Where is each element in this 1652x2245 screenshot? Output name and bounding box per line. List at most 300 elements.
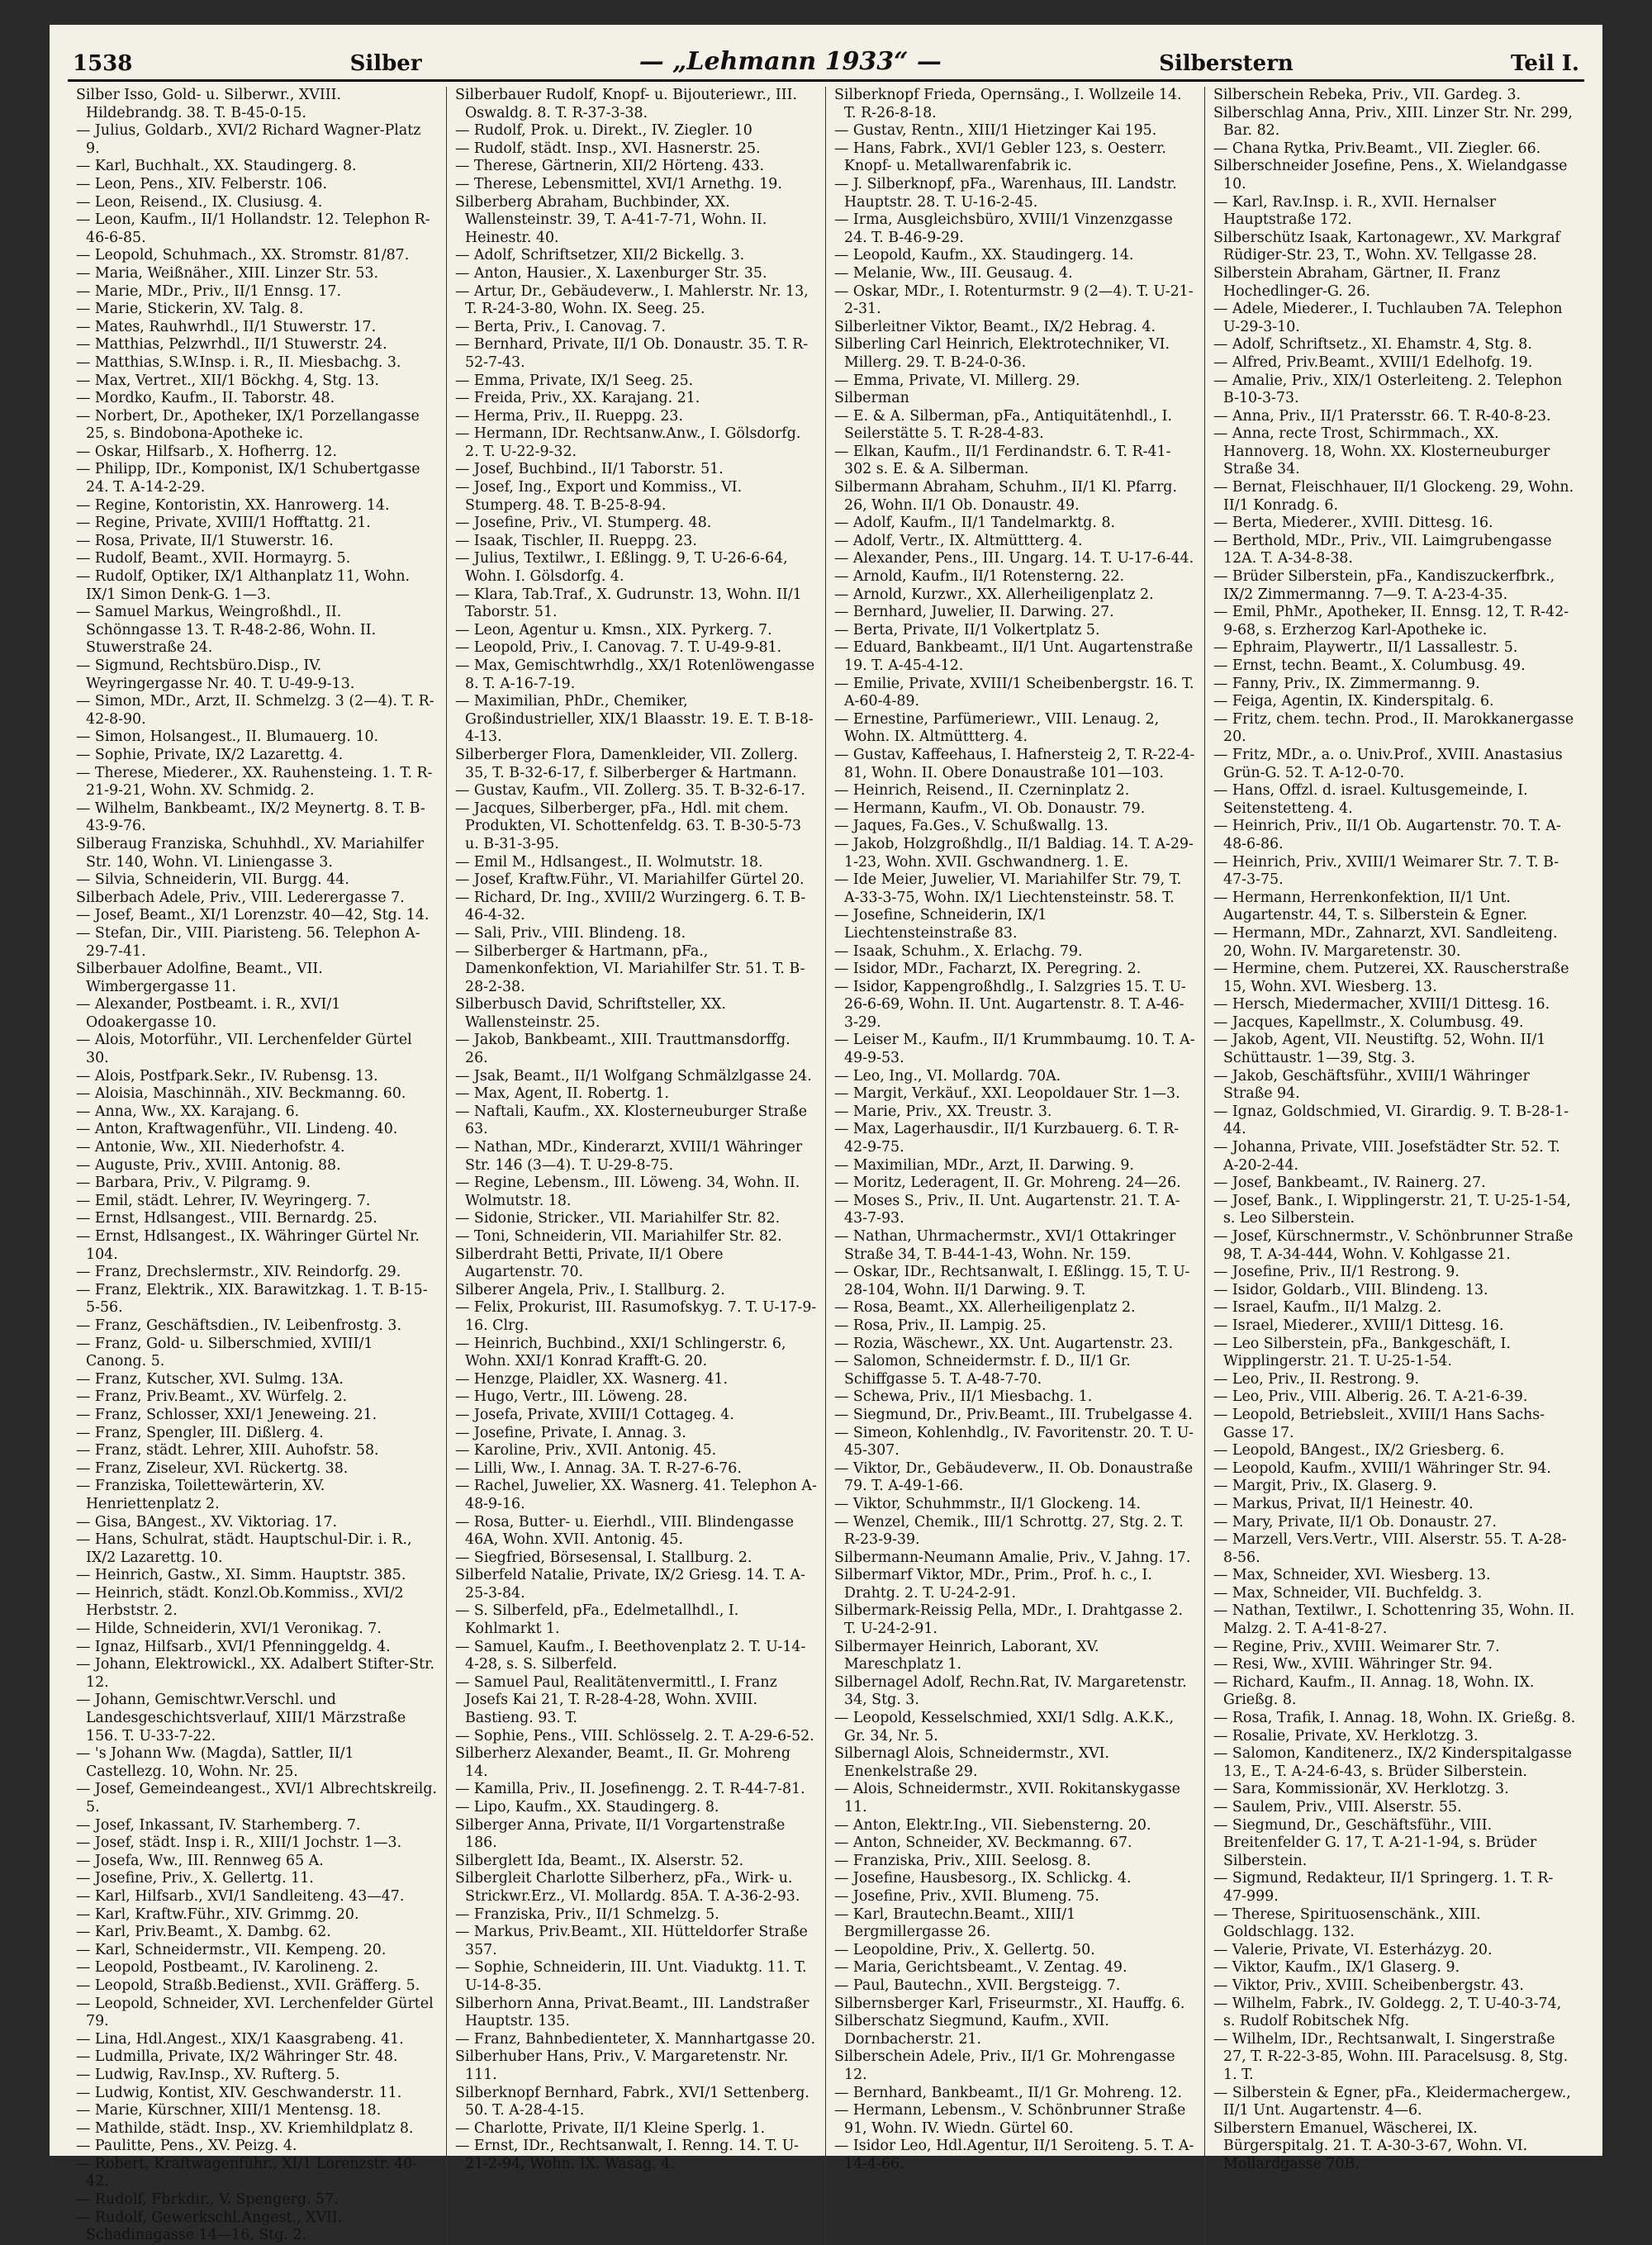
directory-entry: — Karl, Schneidermstr., VII. Kempeng. 20. xyxy=(76,1941,387,1958)
directory-entry: — Felix, Prokurist, III. Rasumofskyg. 7. T. U-17-9-16. Clrg. xyxy=(455,1299,817,1334)
directory-entry: — Josefine, Private, I. Annag. 3. xyxy=(455,1424,686,1441)
directory-entry: — Israel, Miederer., XVIII/1 Dittesg. 16. xyxy=(1213,1317,1504,1334)
header-left-word: Silber xyxy=(349,51,422,76)
directory-entry: — Sali, Priv., VIII. Blindeng. 18. xyxy=(455,924,686,942)
directory-entry: Silberhuber Hans, Priv., V. Margaretenstr. Nr. 111. xyxy=(455,2048,789,2083)
directory-entry: — Heinrich, Priv., II/1 Ob. Augartenstr. 70. T. A-48-6-86. xyxy=(1213,818,1561,852)
directory-entry: — Lilli, Ww., I. Annag. 3A. T. R-27-6-76. xyxy=(455,1459,742,1477)
directory-entry: — Wilhelm, Bankbeamt., IX/2 Meynertg. 8. T. B-43-9-76. xyxy=(76,800,425,835)
page-header xyxy=(68,40,1584,82)
directory-entry: — Silberstein & Egner, pFa., Kleidermachergew., II/1 Unt. Augartenstr. 4—6. xyxy=(1213,2084,1571,2119)
directory-entry: — Josefine, Hausbesorg., IX. Schlickg. 4. xyxy=(834,1870,1132,1887)
directory-entry: — J. Silberknopf, pFa., Warenhaus, III. Landstr. Hauptstr. 28. T. U-16-2-45. xyxy=(834,175,1177,211)
directory-entry: Silberschatz Siegmund, Kaufm., XVII. Dornbacherstr. 21. xyxy=(834,2013,1109,2048)
directory-entry: — Ludwig, Kontist, XIV. Geschwanderstr. 11. xyxy=(76,2084,402,2101)
directory-entry: — Resi, Ww., XVIII. Währinger Str. 94. xyxy=(1213,1656,1493,1673)
directory-entry: — Rudolf, städt. Insp., XVI. Hasnerstr. 25. xyxy=(455,140,761,157)
directory-entry: — Siegmund, Dr., Geschäftsführ., VIII. Breitenfelder G. 17, T. A-21-1-94, s. Brüder Silberstein. xyxy=(1213,1816,1537,1869)
directory-entry: — Leo Silberstein, pFa., Bankgeschäft, I. Wipplingerstr. 21. T. U-25-1-54. xyxy=(1213,1335,1511,1370)
directory-entry: — Regine, Kontoristin, XX. Hanrowerg. 14. xyxy=(76,496,390,514)
directory-entry: — Gustav, Rentn., XIII/1 Hietzinger Kai 195. xyxy=(834,122,1157,140)
directory-entry: — Richard, Kaufm., II. Annag. 18, Wohn. IX. Grießg. 8. xyxy=(1213,1673,1535,1709)
directory-entry: — Franziska, Toilettewärterin, XV. Henriettenplatz 2. xyxy=(76,1478,325,1512)
directory-entry: — Josef, Kürschnermstr., V. Schönbrunner Straße 98, T. A-34-444, Wohn. V. Kohlgasse 21. xyxy=(1213,1228,1574,1263)
directory-entry: — Wilhelm, IDr., Rechtsanwalt, I. Singerstraße 27, T. R-22-3-85, Wohn. III. Paracelsusg. 8, Stg. 1. T. xyxy=(1213,2030,1569,2083)
directory-entry: — S. Silberfeld, pFa., Edelmetallhdl., I. Kohlmarkt 1. xyxy=(455,1602,739,1638)
directory-entry: — Leo, Ing., VI. Mollardg. 70A. xyxy=(834,1067,1061,1085)
directory-entry: — Nathan, Uhrmachermstr., XVI/1 Ottakringer Straße 34, T. B-44-1-43, Wohn. Nr. 159. xyxy=(834,1228,1176,1263)
directory-entry: — Berta, Priv., I. Canovag. 7. xyxy=(455,318,666,335)
directory-entry: — Alexander, Pens., III. Ungarg. 14. T. U-17-6-44. xyxy=(834,550,1194,567)
directory-entry: — Josef, Beamt., XI/1 Lorenzstr. 40—42, Stg. 14. xyxy=(76,907,430,924)
directory-entry: — Maximilian, PhDr., Chemiker, Großindustrieller, XIX/1 Blaasstr. 19. E. T. B-18-4-13. xyxy=(455,693,814,746)
directory-entry: — Rosalie, Private, XV. Herklotzg. 3. xyxy=(1213,1727,1479,1744)
directory-entry: — Arnold, Kaufm., II/1 Rotensterng. 22. xyxy=(834,568,1125,586)
directory-entry: — Lina, Hdl.Angest., XIX/1 Kaasgrabeng. 41. xyxy=(76,2030,404,2048)
directory-entry: — Karl, Hilfsarb., XVI/1 Sandleiteng. 43—47. xyxy=(76,1887,405,1905)
directory-entry: — Samuel Paul, Realitätenvermittl., I. Franz Josefs Kai 21, T. R-28-4-28, Wohn. XVIII. Bastieng. 93. T. xyxy=(455,1673,777,1727)
directory-entry: Silberschein Adele, Priv., II/1 Gr. Mohrengasse 12. xyxy=(834,2048,1175,2083)
directory-entry: Silbernsberger Karl, Friseurmstr., XI. Hauffg. 6. xyxy=(834,1995,1185,2012)
directory-entry: Silberbauer Rudolf, Knopf- u. Bijouteriewr., III. Oswaldg. 8. T. R-37-3-38. xyxy=(455,87,798,121)
directory-entry: — Max, Lagerhausdir., II/1 Kurzbauerg. 6. T. R-42-9-75. xyxy=(834,1121,1180,1156)
header-section-label: Teil I. xyxy=(1511,51,1579,76)
directory-entry: — Marie, Stickerin, XV. Talg. 8. xyxy=(76,301,304,318)
directory-entry: — Moritz, Lederagent, II. Gr. Mohreng. 24—26. xyxy=(834,1175,1181,1192)
directory-entry: — Rachel, Juwelier, XX. Wasnerg. 41. Telephon A-48-9-16. xyxy=(455,1478,817,1512)
directory-entry: — Rosa, Private, II/1 Stuwerstr. 16. xyxy=(76,532,334,549)
directory-entry: — Rozia, Wäschewr., XX. Unt. Augartenstr. 23. xyxy=(834,1335,1174,1352)
directory-entry: — Sigmund, Redakteur, II/1 Springerg. 1. T. R-47-999. xyxy=(1213,1870,1554,1905)
directory-entry: — Viktor, Dr., Gebäudeverw., II. Ob. Donaustraße 79. T. A-49-1-66. xyxy=(834,1459,1194,1495)
directory-entry: Silberer Angela, Priv., I. Stallburg. 2. xyxy=(455,1281,725,1298)
directory-entry: — Josef, Kraftw.Führ., VI. Mariahilfer Gürtel 20. xyxy=(455,871,805,889)
directory-entry: — Emil M., Hdlsangest., II. Wolmutstr. 18. xyxy=(455,853,763,871)
directory-entry: — Anna, Ww., XX. Karajang. 6. xyxy=(76,1103,300,1120)
directory-entry: — Fritz, MDr., a. o. Univ.Prof., XVIII. Anastasius Grün-G. 52. T. A-12-0-70. xyxy=(1213,746,1563,781)
directory-entry: — Karl, Kraftw.Führ., XIV. Grimmg. 20. xyxy=(76,1906,359,1923)
directory-entry: — Julius, Goldarb., XVI/2 Richard Wagner-Platz 9. xyxy=(76,122,421,157)
directory-entry: Silberbach Adele, Priv., VIII. Lederergasse 7. xyxy=(76,889,405,906)
directory-entry: — Johanna, Private, VIII. Josefstädter Str. 52. T. A-20-2-44. xyxy=(1213,1139,1560,1174)
directory-entry: — Franz, städt. Lehrer, XIII. Auhofstr. 58. xyxy=(76,1442,379,1459)
directory-entry: — Hermann, Herrenkonfektion, II/1 Unt. Augartenstr. 44, T. s. Silberstein & Egner. xyxy=(1213,889,1528,924)
directory-entry: — Ernst, Hdlsangest., IX. Währinger Gürtel Nr. 104. xyxy=(76,1228,420,1263)
directory-column-2 xyxy=(447,87,826,2245)
directory-entry: Silberknopf Frieda, Opernsäng., I. Wollzeile 14. T. R-26-8-18. xyxy=(834,87,1182,121)
directory-entry: — Berta, Private, II/1 Volkertplatz 5. xyxy=(834,621,1100,638)
directory-entry: — Emma, Private, IX/1 Seeg. 25. xyxy=(455,372,694,389)
directory-entry: — Karl, Brautechn.Beamt., XIII/1 Bergmillergasse 26. xyxy=(834,1906,1076,1941)
directory-entry: — Paul, Bautechn., XVII. Bergsteigg. 7. xyxy=(834,1977,1121,1994)
directory-entry: — Oskar, Hilfsarb., X. Hofherrg. 12. xyxy=(76,443,337,460)
directory-entry: — Leopold, Schneider, XVI. Lerchenfelder Gürtel 79. xyxy=(76,1995,434,2030)
directory-entry: — Simeon, Kohlenhdlg., IV. Favoritenstr. 20. T. U-45-307. xyxy=(834,1424,1194,1459)
directory-entry: — Franz, Geschäftsdien., IV. Leibenfrostg. 3. xyxy=(76,1317,402,1334)
directory-entry: — Franz, Schlosser, XXI/1 Jeneweing. 21. xyxy=(76,1406,377,1423)
directory-entry: — Naftali, Kaufm., XX. Klosterneuburger Straße 63. xyxy=(455,1103,808,1138)
directory-entry: — Leopold, Straßb.Bedienst., XVII. Gräfferg. 5. xyxy=(76,1977,420,1994)
directory-entry: — Leo, Priv., VIII. Alberig. 26. T. A-21-6-39. xyxy=(1213,1388,1528,1406)
directory-entry: — Samuel Markus, Weingroßhdl., II. Schönngasse 13. T. R-48-2-86, Wohn. II. Stuwerstraße 24. xyxy=(76,604,377,657)
directory-entry: — Josef, Bankbeamt., IV. Rainerg. 27. xyxy=(1213,1175,1486,1192)
directory-entry: — Stefan, Dir., VIII. Piaristeng. 56. Telephon A-29-7-41. xyxy=(76,924,420,960)
directory-entry: — Ludwig, Rav.Insp., XV. Rufterg. 5. xyxy=(76,2066,340,2083)
directory-entry: — Mary, Private, II/1 Ob. Donaustr. 27. xyxy=(1213,1513,1497,1531)
directory-entry: Silberstern Emanuel, Wäscherei, IX. Bürgerspitalg. 21. T. A-30-3-67, Wohn. VI. Mollardgasse 70B. xyxy=(1213,2119,1528,2172)
directory-entry: — Hans, Schulrat, städt. Hauptschul-Dir. i. R., IX/2 Lazarettg. 10. xyxy=(76,1531,412,1566)
directory-entry: — Josef, städt. Insp i. R., XIII/1 Jochstr. 1—3. xyxy=(76,1834,402,1852)
directory-entry: — Josefa, Private, XVIII/1 Cottageg. 4. xyxy=(455,1406,734,1423)
directory-entry: — Franz, Priv.Beamt., XV. Würfelg. 2. xyxy=(76,1388,348,1406)
directory-entry: — Emil, PhMr., Apotheker, II. Ennsg. 12, T. R-42-9-68, s. Erzherzog Karl-Apotheke ic. xyxy=(1213,604,1569,638)
directory-entry: — Silberberger & Hartmann, pFa., Damenkonfektion, VI. Mariahilfer Str. 51. T. B-28-2-38. xyxy=(455,942,805,995)
directory-entry: — Henzge, Plaidler, XX. Wasnerg. 41. xyxy=(455,1370,728,1388)
directory-entry: — Jakob, Agent, VII. Neustiftg. 52, Wohn. II/1 Schüttaustr. 1—39, Stg. 3. xyxy=(1213,1032,1546,1067)
directory-entry: — Leopoldine, Priv., X. Gellertg. 50. xyxy=(834,1941,1095,1958)
directory-entry: — Jakob, Geschäftsführ., XVIII/1 Währinger Straße 94. xyxy=(1213,1067,1530,1103)
directory-entry: — Leopold, Kaufm., XVIII/1 Währinger Str. 94. xyxy=(1213,1459,1551,1477)
directory-entry: — Adolf, Schriftsetzer, XII/2 Bickellg. 3. xyxy=(455,247,745,264)
directory-entry: — Rudolf, Fbrkdir., V. Spengerg. 57. xyxy=(76,2191,339,2209)
directory-entry: Silberbusch David, Schriftsteller, XX. Wallensteinstr. 25. xyxy=(455,996,726,1031)
directory-entry: — Adolf, Schriftsetz., XI. Ehamstr. 4, Stg. 8. xyxy=(1213,336,1532,354)
directory-entry: — Chana Rytka, Priv.Beamt., VII. Ziegler. 66. xyxy=(1213,140,1541,157)
directory-entry: — Franz, Elektrik., XIX. Barawitzkag. 1. T. B-15-5-56. xyxy=(76,1281,428,1317)
directory-entry: — Wilhelm, Fabrk., IV. Goldegg. 2, T. U-40-3-74, s. Rudolf Robitschek Nfg. xyxy=(1213,1995,1562,2030)
directory-entry: — Gustav, Kaufm., VII. Zollerg. 35. T. B-32-6-17. xyxy=(455,782,805,800)
directory-entry: — Alexander, Postbeamt. i. R., XVI/1 Odoakergasse 10. xyxy=(76,996,341,1031)
directory-entry: — Heinrich, Priv., XVIII/1 Weimarer Str. 7. T. B-47-3-75. xyxy=(1213,853,1559,889)
directory-entry: — Salomon, Kanditenerz., IX/2 Kinderspitalgasse 13, E., T. A-24-6-43, s. Brüder Silberstein. xyxy=(1213,1745,1572,1780)
directory-entry: — Antonie, Ww., XII. Niederhofstr. 4. xyxy=(76,1139,345,1156)
directory-entry: Silbermayer Heinrich, Laborant, XV. Mareschplatz 1. xyxy=(834,1638,1099,1673)
directory-entry: Silberman xyxy=(834,390,909,407)
directory-entry: — Aloisia, Maschinnäh., XIV. Beckmanng. 60. xyxy=(76,1085,406,1103)
directory-entry: — Marie, Priv., XX. Treustr. 3. xyxy=(834,1103,1052,1120)
directory-entry: — Leopold, BAngest., IX/2 Griesberg. 6. xyxy=(1213,1442,1505,1459)
directory-entry: — Viktor, Schuhmmstr., II/1 Glockeng. 14. xyxy=(834,1495,1142,1512)
directory-entry: — Heinrich, städt. Konzl.Ob.Kommiss., XVI/2 Herbststr. 2. xyxy=(76,1584,404,1620)
directory-entry: — Leon, Reisend., IX. Clusiusg. 4. xyxy=(76,193,323,211)
directory-entry: — Jacques, Kapellmstr., X. Columbusg. 49. xyxy=(1213,1013,1524,1031)
directory-entry: — Rosa, Priv., II. Lampig. 25. xyxy=(834,1317,1047,1334)
directory-entry: Silbernagl Alois, Schneidermstr., XVI. Enenkelstraße 29. xyxy=(834,1745,1110,1780)
directory-entry: — Rudolf, Gewerkschl.Angest., XVII. Schadinagasse 14—16, Stg. 2. xyxy=(76,2209,343,2244)
directory-entry: — Anna, recte Trost, Schirmmach., XX. Hannoverg. 18, Wohn. XX. Klosterneuburger Straße 34. xyxy=(1213,425,1550,478)
directory-entry: — Silvia, Schneiderin, VII. Burgg. 44. xyxy=(76,871,349,889)
header-right-word: Silberstern xyxy=(1159,51,1294,76)
directory-entry: — Mates, Rauhwrhdl., II/1 Stuwerstr. 17. xyxy=(76,318,377,335)
directory-entry: — Moses S., Priv., II. Unt. Augartenstr. 21. T. A-43-7-93. xyxy=(834,1192,1180,1227)
directory-entry: — Franz, Kutscher, XVI. Sulmg. 13A. xyxy=(76,1370,344,1388)
directory-entry: — Heinrich, Gastw., XI. Simm. Hauptstr. 385. xyxy=(76,1567,406,1584)
directory-entry: — Josef, Ing., Export und Kommiss., VI. Stumperg. 48. T. B-25-8-94. xyxy=(455,479,743,514)
directory-entry: — Robert, Kraftwagenführ., XI/1 Lorenzstr. 40-42. xyxy=(76,2155,418,2190)
directory-entry: — Therese, Lebensmittel, XVI/1 Arnethg. 19. xyxy=(455,175,782,192)
directory-entry: — Regine, Private, XVIII/1 Hofftattg. 21. xyxy=(76,515,371,532)
directory-entry: — Josefine, Schneiderin, IX/1 Liechtensteinstraße 83. xyxy=(834,907,1047,942)
directory-entry: — Heinrich, Reisend., II. Czerninplatz 2. xyxy=(834,782,1130,800)
directory-entry: — Josefine, Priv., VI. Stumperg. 48. xyxy=(455,515,712,532)
directory-entry: — Ignaz, Hilfsarb., XVI/1 Pfenninggeldg. 4. xyxy=(76,1638,391,1655)
directory-entry: — Israel, Kaufm., II/1 Malzg. 2. xyxy=(1213,1299,1442,1317)
directory-entry: Silbergleit Charlotte Silberherz, pFa., Wirk- u. Strickwr.Erz., VI. Mollardg. 85A. T. A-36-2-93. xyxy=(455,1870,800,1905)
directory-entry: — Simon, MDr., Arzt, II. Schmelzg. 3 (2—4). T. R-42-8-90. xyxy=(76,693,434,728)
directory-entry: — Viktor, Kaufm., IX/1 Glaserg. 9. xyxy=(1213,1959,1460,1977)
directory-entry: — Matthias, Pelzwrhdl., II/1 Stuwerstr. 24. xyxy=(76,336,387,354)
directory-entry: Silber Isso, Gold- u. Silberwr., XVIII. Hildebrandg. 38. T. B-45-0-15. xyxy=(76,87,341,121)
directory-entry: — Alois, Postfpark.Sekr., IV. Rubensg. 13. xyxy=(76,1067,378,1085)
directory-entry: — Jsak, Beamt., II/1 Wolfgang Schmälzlgasse 24. xyxy=(455,1067,812,1085)
directory-entry: Silberglett Ida, Beamt., IX. Alserstr. 52. xyxy=(455,1852,744,1869)
directory-entry: — Franziska, Priv., XIII. Seelosg. 8. xyxy=(834,1852,1091,1869)
directory-entry: — Rudolf, Optiker, IX/1 Althanplatz 11, Wohn. IX/1 Simon Denk-G. 1—3. xyxy=(76,568,411,603)
directory-entry: — Herma, Priv., II. Rueppg. 23. xyxy=(455,407,684,425)
directory-entry: — Rosa, Beamt., XX. Allerheiligenplatz 2. xyxy=(834,1299,1136,1317)
directory-entry: — Leopold, Kaufm., XX. Staudingerg. 14. xyxy=(834,247,1134,264)
directory-entry: — Markus, Priv.Beamt., XII. Hütteldorfer Straße 357. xyxy=(455,1924,808,1958)
directory-entry: — Philipp, IDr., Komponist, IX/1 Schubertgasse 24. T. A-14-2-29. xyxy=(76,461,420,496)
directory-entry: — Hilde, Schneiderin, XVI/1 Veronikag. 7. xyxy=(76,1621,382,1638)
directory-entry: — 's Johann Ww. (Magda), Sattler, II/1 Castellezg. 10, Wohn. Nr. 25. xyxy=(76,1745,354,1780)
directory-entry: Silberleitner Viktor, Beamt., IX/2 Hebrag. 4. xyxy=(834,318,1156,335)
directory-entry: — Margit, Verkäuf., XXI. Leopoldauer Str. 1—3. xyxy=(834,1085,1180,1103)
directory-entry: — Charlotte, Private, II/1 Kleine Sperlg. 1. xyxy=(455,2119,766,2137)
header-title: — „Lehmann 1933“ — xyxy=(638,47,942,76)
directory-entry: — Mordko, Kaufm., II. Taborstr. 48. xyxy=(76,390,335,407)
directory-entry: — Amalie, Priv., XIX/1 Osterleiteng. 2. Telephon B-10-3-73. xyxy=(1213,372,1563,407)
directory-entry: — Nathan, MDr., Kinderarzt, XVIII/1 Währinger Str. 146 (3—4). T. U-29-8-75. xyxy=(455,1139,803,1174)
directory-entry: — Adele, Miederer., I. Tuchlauben 7A. Telephon U-29-3-10. xyxy=(1213,301,1563,335)
directory-entry: — Marie, Kürschner, XIII/1 Mentensg. 18. xyxy=(76,2102,382,2119)
directory-entry: — Anna, Priv., II/1 Pratersstr. 66. T. R-40-8-23. xyxy=(1213,407,1551,425)
directory-entry: — Leo, Priv., II. Restrong. 9. xyxy=(1213,1370,1420,1388)
directory-entry: — Franz, Bahnbedienteter, X. Mannhartgasse 20. xyxy=(455,2030,815,2048)
directory-entry: — Valerie, Private, VI. Esterházyg. 20. xyxy=(1213,1941,1493,1958)
directory-page xyxy=(50,25,1602,2244)
directory-entry: Silberfeld Natalie, Private, IX/2 Griesg. 14. T. A-25-3-84. xyxy=(455,1567,805,1602)
directory-entry: — Emma, Private, VI. Millerg. 29. xyxy=(834,372,1080,389)
directory-entry: — Rudolf, Beamt., XVII. Hormayrg. 5. xyxy=(76,550,351,567)
directory-entry: — Marzell, Vers.Vertr., VIII. Alserstr. 55. T. A-28-8-56. xyxy=(1213,1531,1567,1566)
directory-entry: — Heinrich, Buchbind., XXI/1 Schlingerstr. 6, Wohn. XXI/1 Konrad Krafft-G. 20. xyxy=(455,1335,786,1370)
directory-entry: — Toni, Schneiderin, VII. Mariahilfer Str. 82. xyxy=(455,1228,782,1245)
directory-columns xyxy=(68,87,1584,2244)
directory-entry: — Leopold, Postbeamt., IV. Karolineng. 2. xyxy=(76,1959,378,1977)
directory-entry: — Wenzel, Chemik., III/1 Schrottg. 27, Stg. 2. T. R-23-9-39. xyxy=(834,1513,1184,1549)
directory-entry: — Max, Vertret., XII/1 Böckhg. 4, Stg. 13. xyxy=(76,372,380,389)
directory-entry: — Siegfried, Börsesensal, I. Stallburg. 2. xyxy=(455,1549,752,1566)
directory-entry: Silberstein Abraham, Gärtner, II. Franz Hochedlinger-G. 26. xyxy=(1213,264,1501,300)
directory-entry: — Hermann, Kaufm., VI. Ob. Donaustr. 79. xyxy=(834,800,1146,817)
directory-entry: — Irma, Ausgleichsbüro, XVIII/1 Vinzenzgasse 24. T. B-46-9-29. xyxy=(834,211,1173,246)
directory-entry: — Artur, Dr., Gebäudeverw., I. Mahlerstr. Nr. 13, T. R-24-3-80, Wohn. IX. Seeg. 25. xyxy=(455,282,809,318)
directory-entry: — Regine, Lebensm., III. Löweng. 34, Wohn. II. Wolmutstr. 18. xyxy=(455,1175,800,1209)
directory-entry: — Anton, Schneider, XV. Beckmanng. 67. xyxy=(834,1834,1132,1852)
directory-entry: — Salomon, Schneidermstr. f. D., II/1 Gr. Schiffgasse 5. T. A-48-7-70. xyxy=(834,1353,1131,1388)
directory-entry: — Franz, Ziseleur, XVI. Rückertg. 38. xyxy=(76,1459,349,1477)
directory-entry: — Ignaz, Goldschmied, VI. Girardig. 9. T. B-28-1-44. xyxy=(1213,1103,1569,1138)
directory-entry: — Hersch, Miedermacher, XVIII/1 Dittesg. 16. xyxy=(1213,996,1550,1013)
directory-entry: — Arnold, Kurzwr., XX. Allerheiligenplatz 2. xyxy=(834,586,1154,603)
directory-entry: — Anton, Kraftwagenführ., VII. Lindeng. 40. xyxy=(76,1121,398,1138)
directory-entry: — Leon, Agentur u. Kmsn., XIX. Pyrkerg. 7. xyxy=(455,621,772,638)
directory-entry: Silberberg Abraham, Buchbinder, XX. Wallensteinstr. 39, T. A-41-7-71, Wohn. II. Heinestr. 40. xyxy=(455,193,767,246)
directory-entry: — Anton, Hausier., X. Laxenburger Str. 35. xyxy=(455,264,767,282)
directory-entry: — Jakob, Bankbeamt., XIII. Trauttmansdorffg. 26. xyxy=(455,1032,790,1067)
directory-entry: — Sara, Kommissionär, XV. Herklotzg. 3. xyxy=(1213,1781,1509,1798)
directory-entry: Silberschneider Josefine, Pens., X. Wielandgasse 10. xyxy=(1213,158,1568,192)
directory-entry: Silberhorn Anna, Privat.Beamt., III. Landstraßer Hauptstr. 135. xyxy=(455,1995,809,2030)
directory-entry: Silbermann Abraham, Schuhm., II/1 Kl. Pfarrg. 26, Wohn. II/1 Ob. Donaustr. 49. xyxy=(834,479,1177,514)
directory-entry: — Josefa, Ww., III. Rennweg 65 A. xyxy=(76,1852,324,1869)
directory-entry: — Bernat, Fleischhauer, II/1 Glockeng. 29, Wohn. II/1 Konradg. 6. xyxy=(1213,479,1574,514)
directory-entry: — Bernhard, Juwelier, II. Darwing. 27. xyxy=(834,604,1114,621)
directory-entry: — E. & A. Silberman, pFa., Antiquitätenhdl., I. Seilerstätte 5. T. R-28-4-83. xyxy=(834,407,1173,443)
directory-entry: — Adolf, Vertr., IX. Altmüttterg. 4. xyxy=(834,532,1083,549)
directory-entry: — Rosa, Butter- u. Eierhdl., VIII. Blindengasse 46A, Wohn. XVII. Antonig. 45. xyxy=(455,1513,794,1549)
directory-entry: — Norbert, Dr., Apotheker, IX/1 Porzellangasse 25, s. Bindobona-Apotheke ic. xyxy=(76,407,420,443)
directory-entry: — Hugo, Vertr., III. Löweng. 28. xyxy=(455,1388,688,1406)
directory-entry: — Saulem, Priv., VIII. Alserstr. 55. xyxy=(1213,1799,1462,1815)
directory-entry: — Anton, Elektr.Ing., VII. Siebensterng. 20. xyxy=(834,1816,1151,1834)
directory-entry: — Leiser M., Kaufm., II/1 Krummbaumg. 10. T. A-49-9-53. xyxy=(834,1032,1195,1067)
directory-entry: — Isaak, Schuhm., X. Erlachg. 79. xyxy=(834,942,1083,960)
directory-entry: — Hermine, chem. Putzerei, XX. Rauscherstraße 15, Wohn. XVI. Wiesberg. 13. xyxy=(1213,961,1569,995)
directory-entry: — Ephraim, Playwertr., II/1 Lassallestr. 5. xyxy=(1213,639,1518,657)
directory-entry: — Max, Gemischtwrhdlg., XX/1 Rotenlöwengasse 8. T. A-16-7-19. xyxy=(455,657,815,692)
directory-entry: — Johann, Elektrowickl., XX. Adalbert Stifter-Str. 12. xyxy=(76,1656,435,1691)
directory-entry: — Lipo, Kaufm., XX. Staudingerg. 8. xyxy=(455,1799,719,1815)
directory-entry: Silberling Carl Heinrich, Elektrotechniker, VI. Millerg. 29. T. B-24-0-36. xyxy=(834,336,1170,371)
directory-entry: Silbermarf Viktor, MDr., Prim., Prof. h. c., I. Drahtg. 2. T. U-24-2-91. xyxy=(834,1567,1152,1602)
directory-entry: — Auguste, Priv., XVIII. Antonig. 88. xyxy=(76,1156,341,1174)
directory-entry: — Matthias, S.W.Insp. i. R., II. Miesbachg. 3. xyxy=(76,354,401,371)
directory-entry: — Sophie, Pens., VIII. Schlösselg. 2. T. A-29-6-52. xyxy=(455,1727,814,1744)
directory-entry: — Alois, Motorführ., VII. Lerchenfelder Gürtel 30. xyxy=(76,1032,412,1067)
directory-entry: Silberbauer Adolfine, Beamt., VII. Wimbergergasse 11. xyxy=(76,961,323,995)
directory-entry: Silberknopf Bernhard, Fabrk., XVI/1 Settenberg. 50. T. A-28-4-15. xyxy=(455,2084,809,2119)
directory-entry: — Isidor Leo, Hdl.Agentur, II/1 Seroiteng. 5. T. A-14-4-66. xyxy=(834,2138,1194,2172)
directory-entry: — Ludmilla, Private, IX/2 Währinger Str. 48. xyxy=(76,2048,398,2066)
directory-entry: Silbermann-Neumann Amalie, Priv., V. Jahng. 17. xyxy=(834,1549,1191,1566)
directory-entry: — Ernst, IDr., Rechtsanwalt, I. Renng. 14. T. U-21-2-94, Wohn. IX. Wasag. 4. xyxy=(455,2138,799,2172)
directory-entry: — Leon, Kaufm., II/1 Hollandstr. 12. Telephon R-46-6-85. xyxy=(76,211,430,246)
directory-entry: — Kamilla, Priv., II. Josefinengg. 2. T. R-44-7-81. xyxy=(455,1781,805,1798)
directory-entry: — Josef, Buchbind., II/1 Taborstr. 51. xyxy=(455,461,724,478)
directory-entry: — Franz, Drechslermstr., XIV. Reindorfg. 29. xyxy=(76,1264,401,1281)
directory-entry: — Karl, Buchhalt., XX. Staudingerg. 8. xyxy=(76,158,357,175)
directory-entry: — Alfred, Priv.Beamt., XVIII/1 Edelhofg. 19. xyxy=(1213,354,1533,371)
directory-entry: — Hermann, Lebensm., V. Schönbrunner Straße 91, Wohn. IV. Wiedn. Gürtel 60. xyxy=(834,2102,1186,2137)
directory-entry: — Samuel, Kaufm., I. Beethovenplatz 2. T. U-14-4-28, s. S. Silberfeld. xyxy=(455,1638,806,1673)
directory-entry: — Jakob, Holzgroßhdlg., II/1 Baldiag. 14. T. A-29-1-23, Wohn. XVII. Gschwandnerg. 1. E. xyxy=(834,835,1194,871)
page-number: 1538 xyxy=(73,51,133,76)
directory-entry: — Paulitte, Pens., XV. Peizg. 4. xyxy=(76,2138,297,2155)
directory-entry: — Ide Meier, Juwelier, VI. Mariahilfer Str. 79, T. A-33-3-75, Wohn. IX/1 Liechtensteinstr. 58. T. xyxy=(834,871,1182,906)
directory-entry: — Ernestine, Parfümeriewr., VIII. Lenaug. 2, Wohn. IX. Altmüttterg. 4. xyxy=(834,710,1160,746)
directory-entry: — Rosa, Trafik, I. Annag. 18, Wohn. IX. Grießg. 8. xyxy=(1213,1710,1576,1727)
directory-entry: — Margit, Priv., IX. Glaserg. 9. xyxy=(1213,1478,1437,1495)
directory-entry: — Isidor, MDr., Facharzt, IX. Peregring. 2. xyxy=(834,961,1142,978)
directory-entry: — Barbara, Priv., V. Pilgramg. 9. xyxy=(76,1175,311,1192)
directory-entry: — Jacques, Silberberger, pFa., Hdl. mit chem. Produkten, VI. Schottenfeldg. 63. T. B-30-5-73 u. B-31-3-95. xyxy=(455,800,802,852)
directory-entry: — Isidor, Kappengroßhdlg., I. Salzgries 15. T. U-26-6-69, Wohn. II. Unt. Augartenstr. 8. T. A-46-3-29. xyxy=(834,978,1186,1031)
directory-entry: — Hermann, IDr. Rechtsanw.Anw., I. Gölsdorfg. 2. T. U-22-9-32. xyxy=(455,425,801,460)
directory-entry: — Simon, Holsangest., II. Blumauerg. 10. xyxy=(76,729,379,746)
directory-entry: Silberaug Franziska, Schuhhdl., XV. Mariahilfer Str. 140, Wohn. VI. Liniengasse 3. xyxy=(76,835,425,871)
directory-entry: — Alois, Schneidermstr., XVII. Rokitanskygasse 11. xyxy=(834,1781,1180,1815)
directory-entry: — Josef, Bank., I. Wipplingerstr. 21, T. U-25-1-54, s. Leo Silberstein. xyxy=(1213,1192,1571,1227)
directory-entry: — Rudolf, Prok. u. Direkt., IV. Ziegler. 10 xyxy=(455,122,752,140)
directory-entry: — Oskar, IDr., Rechtsanwalt, I. Eßlingg. 15, T. U-28-104, Wohn. II/1 Darwing. 9. T. xyxy=(834,1264,1190,1298)
directory-entry: — Therese, Spirituosenschänk., XIII. Goldschlagg. 132. xyxy=(1213,1906,1481,1941)
directory-entry: — Franziska, Priv., II/1 Schmelzg. 5. xyxy=(455,1906,719,1923)
directory-entry: Silberdraht Betti, Private, II/1 Obere Augartenstr. 70. xyxy=(455,1246,724,1281)
directory-column-4 xyxy=(1205,87,1584,2245)
directory-entry: — Karl, Rav.Insp. i. R., XVII. Hernalser Hauptstraße 172. xyxy=(1213,193,1497,229)
directory-entry: Silberberger Flora, Damenkleider, VII. Zollerg. 35, T. B-32-6-17, f. Silberberger & Hartmann. xyxy=(455,746,799,781)
directory-entry: — Johann, Gemischtwr.Verschl. und Landesgeschichtsverlauf, XIII/1 Märzstraße 156. T. U-33-7-22. xyxy=(76,1692,406,1744)
directory-entry: — Schewa, Priv., II/1 Miesbachg. 1. xyxy=(834,1388,1093,1406)
directory-entry: — Sophie, Schneiderin, III. Unt. Viaduktg. 11. T. U-14-8-35. xyxy=(455,1959,807,1994)
directory-entry: — Markus, Privat, II/1 Heinestr. 40. xyxy=(1213,1495,1474,1512)
directory-entry: — Josefine, Priv., X. Gellertg. 11. xyxy=(76,1870,314,1887)
directory-entry: — Regine, Priv., XVIII. Weimarer Str. 7. xyxy=(1213,1638,1500,1655)
directory-entry: — Emil, städt. Lehrer, IV. Weyringerg. 7. xyxy=(76,1192,371,1209)
directory-entry: Silberschein Rebeka, Priv., VII. Gardeg. 3. xyxy=(1213,87,1521,103)
directory-entry: — Eduard, Bankbeamt., II/1 Unt. Augartenstraße 19. T. A-45-4-12. xyxy=(834,639,1194,674)
directory-entry: — Franz, Spengler, III. Dißlerg. 4. xyxy=(76,1424,324,1441)
directory-entry: — Sophie, Private, IX/2 Lazarettg. 4. xyxy=(76,746,344,763)
directory-entry: — Gisa, BAngest., XV. Viktoriag. 17. xyxy=(76,1513,338,1531)
directory-entry: — Sigmund, Rechtsbüro.Disp., IV. Weyringergasse Nr. 40. T. U-49-9-13. xyxy=(76,657,355,692)
directory-entry: — Klara, Tab.Traf., X. Gudrunstr. 13, Wohn. II/1 Taborstr. 51. xyxy=(455,586,802,621)
directory-entry: — Maria, Gerichtsbeamt., V. Zentag. 49. xyxy=(834,1959,1127,1977)
directory-entry: — Hermann, MDr., Zahnarzt, XVI. Sandleiteng. 20, Wohn. IV. Margaretenstr. 30. xyxy=(1213,924,1558,960)
directory-entry: — Josef, Gemeindeangest., XVI/1 Albrechtskreilg. 5. xyxy=(76,1781,437,1815)
directory-entry: — Feiga, Agentin, IX. Kinderspitalg. 6. xyxy=(1213,693,1494,710)
directory-entry: — Max, Schneider, XVI. Wiesberg. 13. xyxy=(1213,1567,1491,1584)
directory-entry: Silberschlag Anna, Priv., XIII. Linzer Str. Nr. 299, Bar. 82. xyxy=(1213,104,1573,140)
directory-entry: — Josef, Inkassant, IV. Starhemberg. 7. xyxy=(76,1816,361,1834)
directory-entry: — Elkan, Kaufm., II/1 Ferdinandstr. 6. T. R-41-302 s. E. & A. Silberman. xyxy=(834,443,1171,478)
directory-entry: — Therese, Gärtnerin, XII/2 Hörteng. 433. xyxy=(455,158,764,175)
directory-entry: — Max, Schneider, VII. Buchfeldg. 3. xyxy=(1213,1584,1483,1602)
directory-entry: — Nathan, Textilwr., I. Schottenring 35, Wohn. II. Malzg. 2. T. A-41-8-27. xyxy=(1213,1602,1575,1638)
directory-column-3 xyxy=(826,87,1205,2245)
directory-entry: — Max, Agent, II. Robertg. 1. xyxy=(455,1085,670,1103)
directory-column-1 xyxy=(68,87,447,2245)
directory-entry: Silberger Anna, Private, II/1 Vorgartenstraße 186. xyxy=(455,1816,786,1852)
directory-entry: — Fritz, chem. techn. Prod., II. Marokkanergasse 20. xyxy=(1213,710,1574,746)
directory-entry: — Berthold, MDr., Priv., VII. Laimgrubengasse 12A. T. A-34-8-38. xyxy=(1213,532,1552,567)
directory-entry: — Josefine, Priv., II/1 Restrong. 9. xyxy=(1213,1264,1460,1281)
directory-entry: — Hans, Offzl. d. israel. Kultusgemeinde, I. Seitenstetteng. 4. xyxy=(1213,782,1528,817)
directory-entry: — Leopold, Kesselschmied, XXI/1 Sdlg. A.K.K., Gr. 34, Nr. 5. xyxy=(834,1710,1175,1744)
directory-entry: — Freida, Priv., XX. Karajang. 21. xyxy=(455,390,700,407)
directory-entry: — Melanie, Ww., III. Geusaug. 4. xyxy=(834,264,1073,282)
directory-entry: — Hans, Fabrk., XVI/1 Gebler 123, s. Oesterr. Knopf- u. Metallwarenfabrik ic. xyxy=(834,140,1166,175)
directory-entry: — Josefine, Priv., XVII. Blumeng. 75. xyxy=(834,1887,1099,1905)
directory-entry: Silbermark-Reissig Pella, MDr., I. Drahtgasse 2. T. U-24-2-91. xyxy=(834,1602,1184,1638)
directory-entry: — Bernhard, Private, II/1 Ob. Donaustr. 35. T. R-52-7-43. xyxy=(455,336,809,371)
directory-entry: — Therese, Miederer., XX. Rauhensteing. 1. T. R-21-9-21, Wohn. XV. Schmidg. 2. xyxy=(76,764,433,800)
directory-entry: — Berta, Miederer., XVIII. Dittesg. 16. xyxy=(1213,515,1493,532)
directory-entry: — Brüder Silberstein, pFa., Kandiszuckerfbrk., IX/2 Zimmermanng. 7—9. T. A-23-4-35. xyxy=(1213,568,1555,603)
directory-entry: Silbernagel Adolf, Rechn.Rat, IV. Margaretenstr. 34, Stg. 3. xyxy=(834,1673,1187,1709)
